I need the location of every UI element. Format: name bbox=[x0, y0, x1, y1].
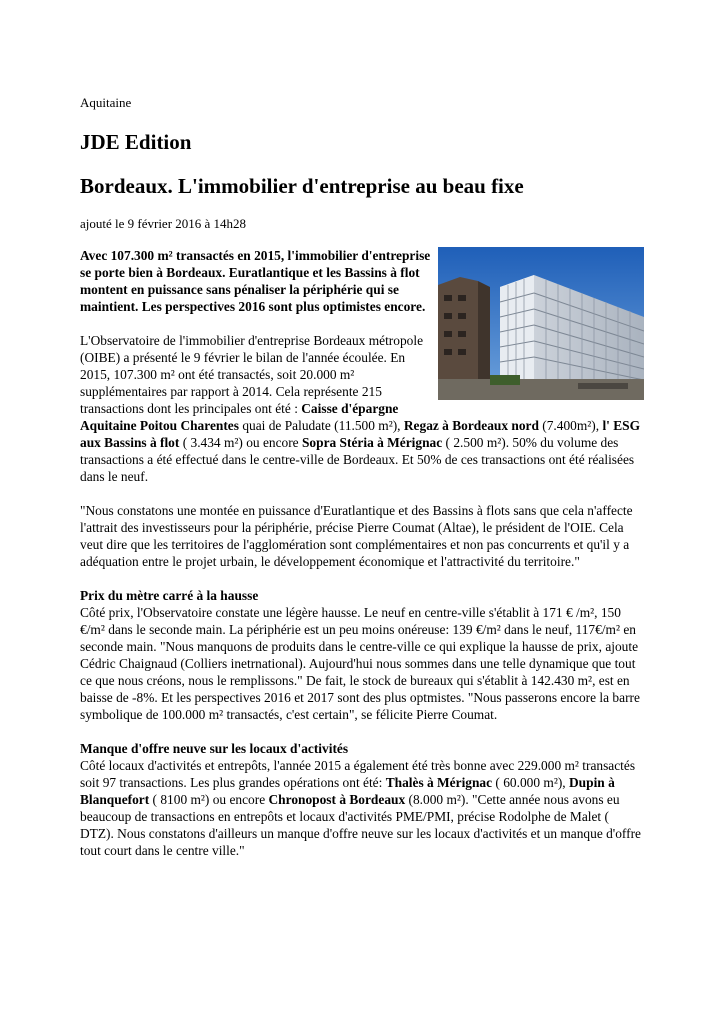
paragraph-quote-coumat: "Nous constatons une montée en puissance d'Euratlantique et des Bassins à flots sans que cela n'affecte l'attrait des investisseurs pour la périphérie, précise Pierre Coumat (Altae), le président de l'OIE. Cela veut dire que les territoires de l'agglomération sont complémentaires et non pas concurrents et qu'il y a adéquation entre le projet urbain, le développement économique et l'attractivité du territoire." bbox=[80, 503, 633, 569]
article-lede: Avec 107.300 m² transactés en 2015, l'immobilier d'entreprise se porte bien à Bordeaux. Euratlantique et les Bassins à flot montent en puissance sans pénaliser la périphérie qui se maintient. Les perspectives 2016 sont plus optimistes encore. bbox=[80, 248, 431, 314]
region-label: Aquitaine bbox=[80, 95, 132, 110]
article-headline: Bordeaux. L'immobilier d'entreprise au beau fixe bbox=[80, 174, 524, 198]
section-locaux: Manque d'offre neuve sur les locaux d'activités Côté locaux d'activités et entrepôts, l'année 2015 a également été très bonne avec 229.000 m² transactés soit 97 transactions. Les plus grandes opérations ont été: Thalès à Mérignac ( 60.000 m²), Dupin à Blanquefort ( 8100 m²) ou encore Chronopost à Bordeaux (8.000 m²). "Cette année nous avons eu beaucoup de transactions en entrepôts et locaux d'activités PME/PMI, précise Rodolphe de Malet ( DTZ). Nous constatons d'ailleurs un manque d'offre neuve sur les locaux d'activités et un manque d'offre tout court dans le centre ville." bbox=[80, 740, 645, 859]
paragraph-bilan: L'Observatoire de l'immobilier d'entreprise Bordeaux métropole (OIBE) a présenté le 9 février le bilan de l'année écoulée. En 2015, 107.300 m² ont été transactés, soit 20.000 m² supplémentaires par rapport à 2014. Cela représente 215 transactions dont les principales ont été : Caisse d'épargne Aquitaine Poitou Charentes quai de Paludate (11.500 m²), Regaz à Bordeaux nord (7.400m²), l' ESG aux Bassins à flot ( 3.434 m²) ou encore Sopra Stéria à Mérignac ( 2.500 m²). 50% du volume des transactions a été effectué dans le centre-ville de Bordeaux. Et 50% de ces transactions ont été réalisées dans le neuf. bbox=[80, 333, 641, 484]
edition-title: JDE Edition bbox=[80, 130, 192, 154]
section-locaux-title: Manque d'offre neuve sur les locaux d'activités bbox=[80, 741, 349, 756]
section-prix-text: Côté prix, l'Observatoire constate une légère hausse. Le neuf en centre-ville s'établit à 171 € /m², 150 €/m² dans le seconde main. La périphérie est un peu moins onéreuse: 139 €/m² dans le neuf, 117€/m² en seconde main. "Nous manquons de produits dans le centre-ville ce qui explique la hausse de prix, ajoute Cédric Chaignaud (Colliers inetrnational). Aujourd'hui nous sommes dans une telle dynamique que tout ce que nous créons, nous le remplissons." De fait, le stock de bureaux qui s'établit à 142.430 m², est en baisse de -8%. Et les perspectives 2016 et 2017 sont des plus optmistes. "Nous passerons encore la barre symbolique de 100.000 m² transactés, c'est certain", se félicite Pierre Coumat. bbox=[80, 605, 640, 722]
section-prix-title: Prix du mètre carré à la hausse bbox=[80, 588, 259, 603]
office-building-photo bbox=[438, 247, 644, 400]
section-prix bbox=[80, 587, 645, 723]
article-dateline: ajouté le 9 février 2016 à 14h28 bbox=[80, 216, 247, 231]
article-body bbox=[80, 247, 645, 876]
